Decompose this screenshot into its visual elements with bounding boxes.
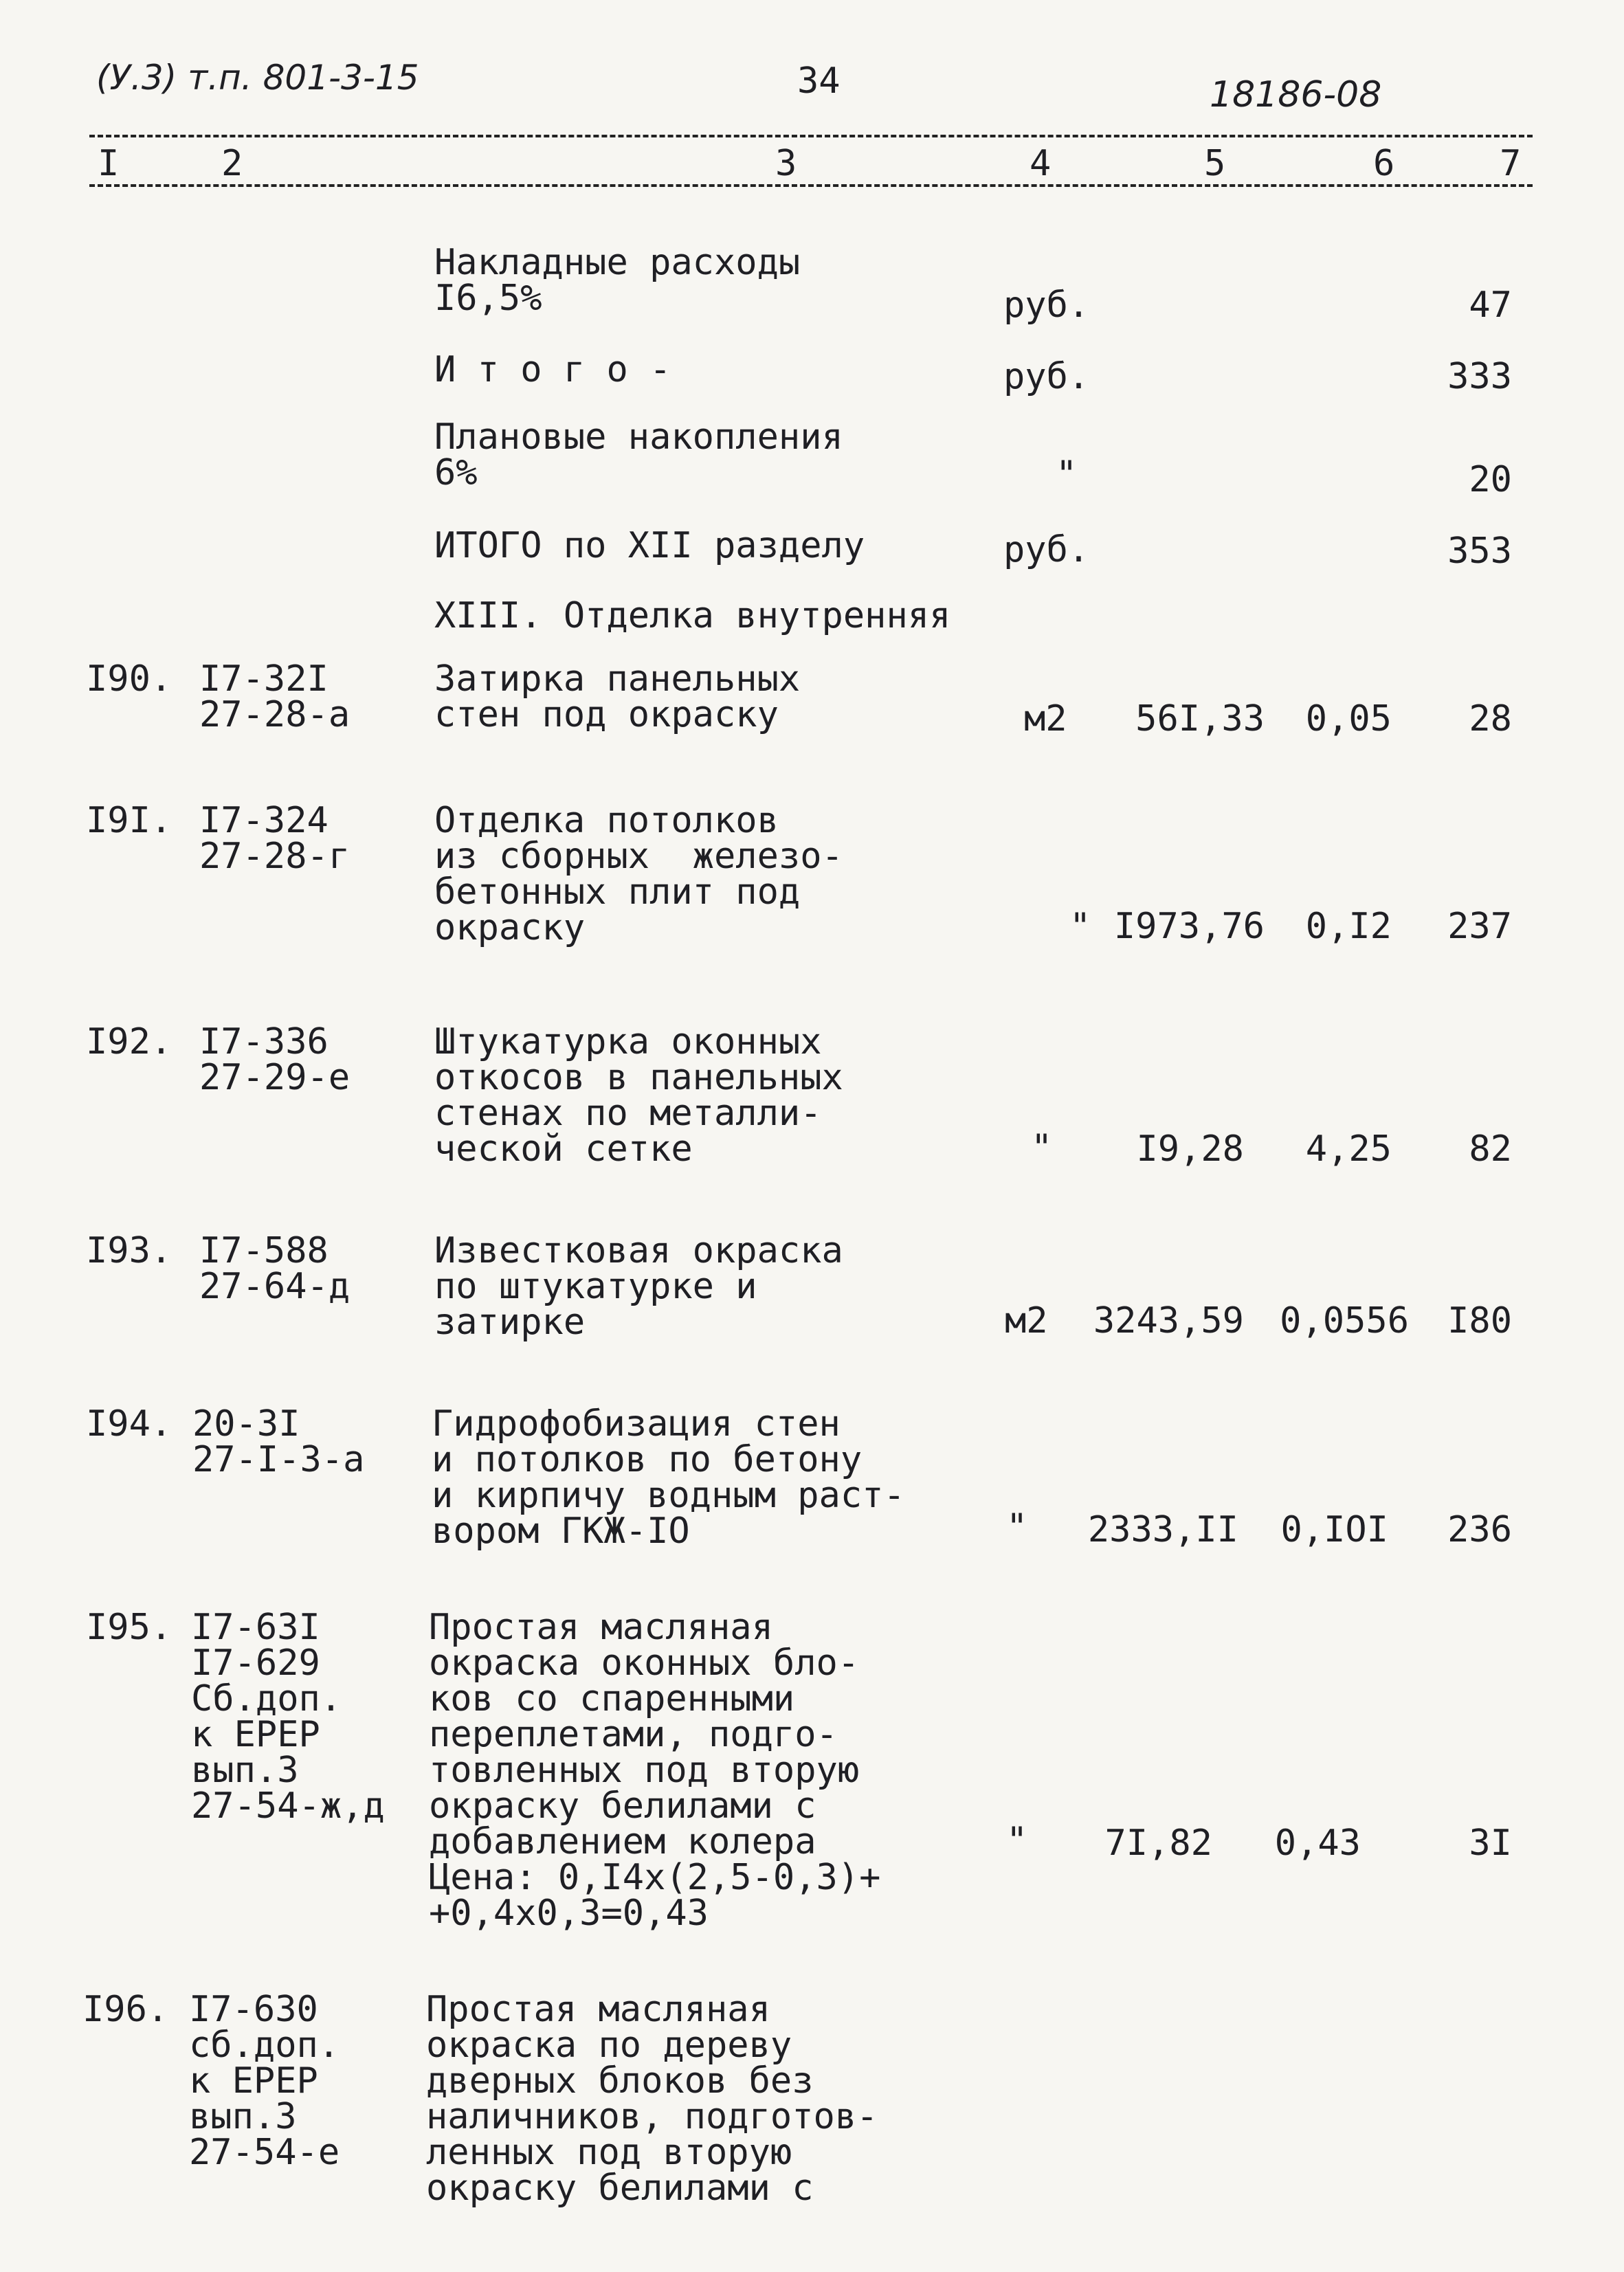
header-rule-bottom (89, 184, 1533, 187)
section-title: XIII. Отделка внутренняя (434, 595, 951, 636)
row-price: 0,05 (1305, 698, 1392, 739)
row-code: I7-336 27-29-е (199, 1021, 351, 1098)
row-code: I7-324 27-28-г (199, 800, 351, 877)
row-description: Затирка панельных стен под окраску (434, 658, 801, 735)
row-description: Известковая окраска по штукатурке и затирке (434, 1230, 843, 1343)
column-header-4: 4 (1030, 143, 1052, 184)
row-unit: м2 (1024, 698, 1067, 739)
column-header-6: 6 (1373, 143, 1395, 184)
summary-label: Накладные расходы I6,5% (434, 242, 801, 319)
row-price: 0,43 (1274, 1823, 1361, 1864)
doc-reference: (У.3) т.п. 801-3-15 (96, 58, 419, 98)
row-quantity: 56I,33 (1135, 698, 1265, 739)
row-number: I93. (86, 1230, 173, 1271)
row-total: 82 (1469, 1128, 1512, 1170)
row-quantity: 7I,82 (1104, 1823, 1212, 1864)
summary-unit: руб. (1003, 529, 1090, 570)
summary-label: И т о г о - (434, 349, 671, 390)
row-code: I7-63I I7-629 Сб.доп. к ЕРЕР вып.3 27-54-ж,д (191, 1607, 385, 1827)
row-price: 4,25 (1305, 1128, 1392, 1170)
row-number: I96. (82, 1989, 169, 2030)
row-price: 0,I2 (1305, 906, 1392, 947)
row-description: Простая масляная окраска по дереву дверных блоков без наличников, подготов- ленных под вторую окраску белилами с (426, 1989, 878, 2209)
summary-total: 47 (1469, 285, 1512, 326)
row-quantity: 2333,II (1087, 1509, 1238, 1550)
column-header-1: I (98, 143, 120, 184)
row-quantity: 3243,59 (1093, 1300, 1244, 1341)
row-description: Отделка потолков из сборных железо- бетонных плит под окраску (434, 800, 843, 948)
row-code: I7-32I 27-28-а (199, 658, 351, 735)
row-description: Штукатурка оконных откосов в панельных стенах по металли- ческой сетке (434, 1021, 843, 1170)
row-number: I90. (86, 658, 173, 700)
row-unit: " (1006, 1506, 1028, 1548)
row-unit: " (1031, 1127, 1053, 1168)
summary-unit: " (1056, 454, 1078, 495)
page-number: 34 (797, 60, 841, 102)
summary-total: 20 (1469, 459, 1512, 500)
summary-label: Плановые накопления 6% (434, 416, 843, 493)
row-code: I7-630 сб.доп. к ЕРЕР вып.3 27-54-е (189, 1989, 340, 2173)
row-number: I94. (86, 1403, 173, 1445)
row-number: I95. (86, 1607, 173, 1648)
row-total: I80 (1447, 1300, 1512, 1341)
row-code: 20-3I 27-I-3-а (192, 1403, 365, 1480)
row-total: 237 (1447, 906, 1512, 947)
summary-label: ИТОГО по XII разделу (434, 525, 865, 566)
row-unit: " (1006, 1820, 1028, 1861)
column-header-7: 7 (1500, 143, 1522, 184)
summary-total: 353 (1447, 531, 1512, 572)
row-number: I92. (86, 1021, 173, 1062)
summary-unit: руб. (1003, 356, 1090, 397)
row-description: Простая масляная окраска оконных бло- ков со спаренными переплетами, подго- товленных под вторую окраску белилами с добавлением колера Цена: 0,I4х(2,5-0,3)+ +0,4х0,3=0,43 (429, 1607, 881, 1934)
row-quantity: I973,76 (1113, 906, 1265, 947)
row-price: 0,0556 (1280, 1300, 1409, 1341)
archive-stamp: 18186-08 (1210, 74, 1382, 115)
row-unit: " (1069, 906, 1091, 947)
summary-unit: руб. (1003, 285, 1090, 326)
row-total: 3I (1469, 1823, 1512, 1864)
column-header-5: 5 (1204, 143, 1226, 184)
row-code: I7-588 27-64-д (199, 1230, 351, 1307)
row-description: Гидрофобизация стен и потолков по бетону и кирпичу водным раст- вором ГКЖ-IO (432, 1403, 905, 1552)
row-unit: м2 (1005, 1300, 1048, 1341)
column-header-2: 2 (221, 143, 243, 184)
row-price: 0,IOI (1280, 1509, 1388, 1550)
summary-total: 333 (1447, 356, 1512, 397)
header-rule-top (89, 135, 1533, 137)
row-quantity: I9,28 (1136, 1128, 1244, 1170)
row-total: 28 (1469, 698, 1512, 739)
column-header-3: 3 (775, 143, 797, 184)
row-number: I9I. (86, 800, 173, 841)
row-total: 236 (1447, 1509, 1512, 1550)
